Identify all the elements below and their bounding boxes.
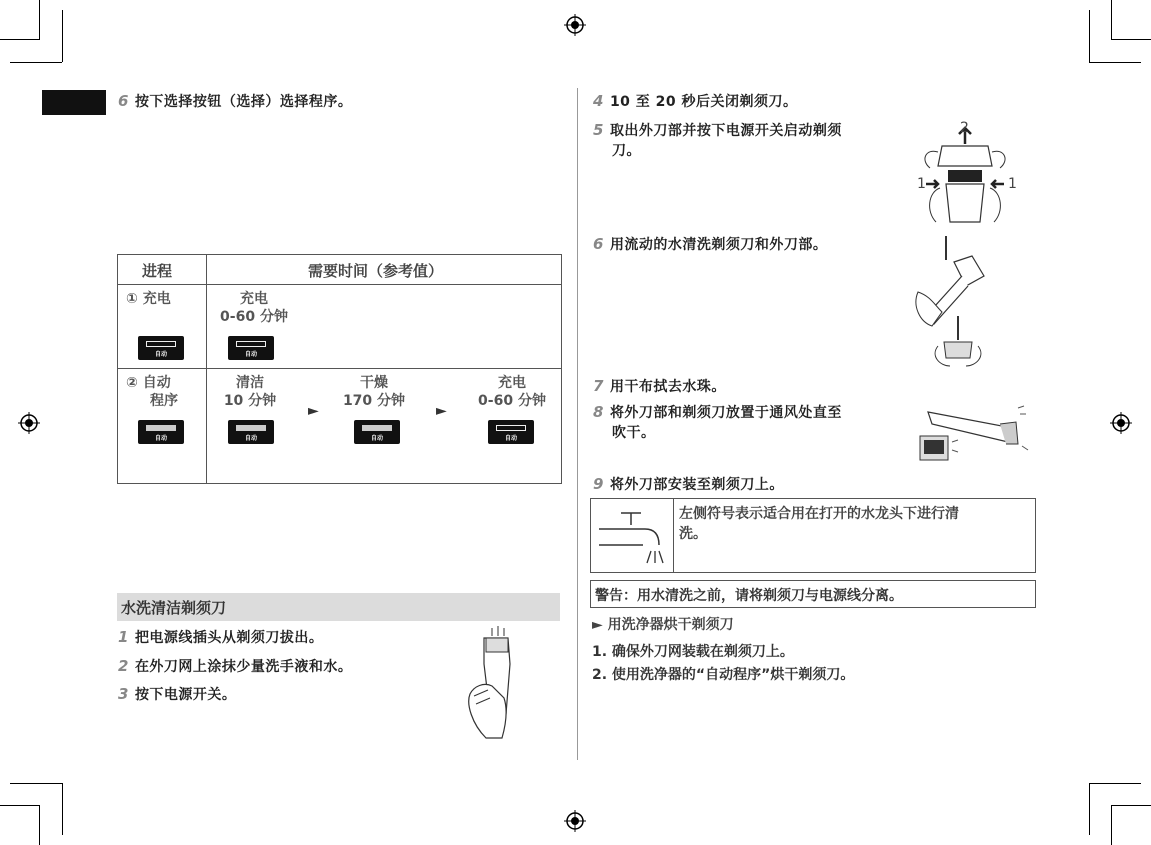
step-text: 将外刀部安装至剃须刀上。 bbox=[609, 477, 784, 493]
step-text: 按下选择按钮（选择）选择程序。 bbox=[134, 94, 353, 110]
header-process: 进程 bbox=[142, 262, 173, 280]
step-4-right bbox=[593, 91, 798, 111]
indicator-label: 自动 bbox=[154, 351, 167, 358]
step-8-right bbox=[593, 402, 842, 422]
note-divider bbox=[673, 499, 674, 572]
dry-step-2: 2. 使用洗净器的“自动程序”烘干剃须刀。 bbox=[592, 667, 855, 683]
indicator-label: 自动 bbox=[244, 435, 257, 442]
indicator-icon bbox=[354, 420, 400, 444]
step-number: 6 bbox=[118, 92, 129, 110]
step-number: 7 bbox=[593, 377, 604, 395]
note-box bbox=[590, 498, 1036, 573]
step-number: 8 bbox=[593, 403, 604, 421]
step-text: 将外刀部和剃须刀放置于通风处直至 bbox=[609, 405, 842, 421]
step-5-right bbox=[593, 120, 842, 140]
row-charge-stage-name: 充电 bbox=[240, 291, 268, 307]
illustration-label: 1 bbox=[1008, 176, 1017, 192]
step-6-left bbox=[118, 91, 352, 111]
crop-mark bbox=[39, 0, 40, 40]
program-table bbox=[117, 254, 562, 484]
step-text: 10 至 20 秒后关闭剃须刀。 bbox=[609, 94, 798, 110]
table-divider bbox=[206, 255, 207, 483]
drying-illustration bbox=[912, 402, 1030, 466]
step-number: 4 bbox=[593, 92, 604, 110]
step-8-continuation: 吹干。 bbox=[612, 425, 656, 441]
crop-mark bbox=[1111, 0, 1112, 40]
hand-shaver-illustration bbox=[462, 624, 530, 740]
crop-mark bbox=[1089, 62, 1141, 63]
faucet-icon bbox=[597, 507, 667, 565]
registration-mark-icon bbox=[564, 14, 586, 36]
indicator-icon bbox=[138, 420, 184, 444]
stage-clean-time: 10 分钟 bbox=[223, 393, 277, 409]
indicator-icon bbox=[138, 336, 184, 360]
arrow-icon: ► bbox=[436, 403, 447, 419]
crop-mark bbox=[1089, 10, 1090, 62]
section-title: 水洗清洁剃须刀 bbox=[121, 599, 227, 617]
arrow-icon: ► bbox=[308, 403, 319, 419]
step-5-continuation: 刀。 bbox=[612, 143, 641, 159]
stage-dry-time: 170 分钟 bbox=[342, 393, 406, 409]
crop-mark bbox=[62, 783, 63, 835]
step-text: 用流动的水清洗剃须刀和外刀部。 bbox=[609, 237, 828, 253]
indicator-icon bbox=[228, 420, 274, 444]
row-charge-stage-time: 0-60 分钟 bbox=[220, 309, 288, 325]
indicator-label: 自动 bbox=[504, 435, 517, 442]
crop-mark bbox=[0, 805, 40, 806]
rinse-illustration bbox=[910, 232, 1010, 368]
crop-mark bbox=[10, 783, 62, 784]
column-divider bbox=[577, 88, 578, 760]
registration-mark-icon bbox=[18, 412, 40, 434]
table-divider bbox=[118, 284, 561, 285]
illustration-label: 1 bbox=[917, 176, 926, 192]
step-number: 3 bbox=[118, 685, 129, 703]
row-auto-label: 程序 bbox=[150, 393, 178, 409]
step-text: 取出外刀部并按下电源开关启动剃须 bbox=[609, 123, 842, 139]
crop-mark bbox=[39, 805, 40, 845]
crop-mark bbox=[10, 62, 62, 63]
step-1-left bbox=[118, 627, 323, 647]
step-text: 用干布拭去水珠。 bbox=[609, 379, 726, 395]
note-text: 左侧符号表示适合用在打开的水龙头下进行清 bbox=[679, 506, 959, 522]
step-9-right bbox=[593, 474, 784, 494]
note-text: 洗。 bbox=[679, 526, 707, 542]
stage-dry-name: 干燥 bbox=[360, 375, 388, 391]
step-7-right bbox=[593, 376, 726, 396]
stage-charge-time: 0-60 分钟 bbox=[478, 393, 546, 409]
indicator-icon bbox=[488, 420, 534, 444]
crop-mark bbox=[1111, 805, 1112, 845]
dry-section-title: ► 用洗净器烘干剃须刀 bbox=[592, 617, 734, 633]
crop-mark bbox=[1111, 805, 1151, 806]
section-title-bar bbox=[117, 593, 560, 621]
dry-step-1: 1. 确保外刀网装载在剃须刀上。 bbox=[592, 644, 794, 660]
warning-text: 警告：用水清洗之前，请将剃须刀与电源线分离。 bbox=[595, 588, 903, 604]
step-text: 按下电源开关。 bbox=[134, 687, 237, 703]
stage-charge-name: 充电 bbox=[498, 375, 526, 391]
step-number: 1 bbox=[118, 628, 129, 646]
crop-mark bbox=[1111, 39, 1151, 40]
table-divider bbox=[118, 368, 561, 369]
crop-mark bbox=[1089, 783, 1090, 835]
step-text: 把电源线插头从剃须刀拔出。 bbox=[134, 630, 324, 646]
step-number: 5 bbox=[593, 121, 604, 139]
step-2-left bbox=[118, 656, 352, 676]
registration-mark-icon bbox=[564, 810, 586, 832]
crop-mark bbox=[1089, 783, 1141, 784]
step-number: 2 bbox=[118, 657, 129, 675]
step-number: 6 bbox=[593, 235, 604, 253]
row-charge-label: ① 充电 bbox=[126, 291, 171, 307]
indicator-label: 自动 bbox=[370, 435, 383, 442]
indicator-label: 自动 bbox=[154, 435, 167, 442]
row-auto-label: ② 自动 bbox=[126, 375, 171, 391]
crop-mark bbox=[0, 39, 40, 40]
registration-mark-icon bbox=[1110, 412, 1132, 434]
crop-mark bbox=[62, 10, 63, 62]
step-6-right bbox=[593, 234, 827, 254]
indicator-label: 自动 bbox=[244, 351, 257, 358]
step-text: 在外刀网上涂抹少量洗手液和水。 bbox=[134, 659, 353, 675]
illustration-label: 2 bbox=[960, 120, 969, 136]
header-time: 需要时间（参考值） bbox=[308, 262, 444, 280]
stage-clean-name: 清洁 bbox=[236, 375, 264, 391]
warning-box bbox=[590, 580, 1036, 608]
language-tab bbox=[42, 90, 106, 115]
step-3-left bbox=[118, 684, 236, 704]
indicator-icon bbox=[228, 336, 274, 360]
step-number: 9 bbox=[593, 475, 604, 493]
